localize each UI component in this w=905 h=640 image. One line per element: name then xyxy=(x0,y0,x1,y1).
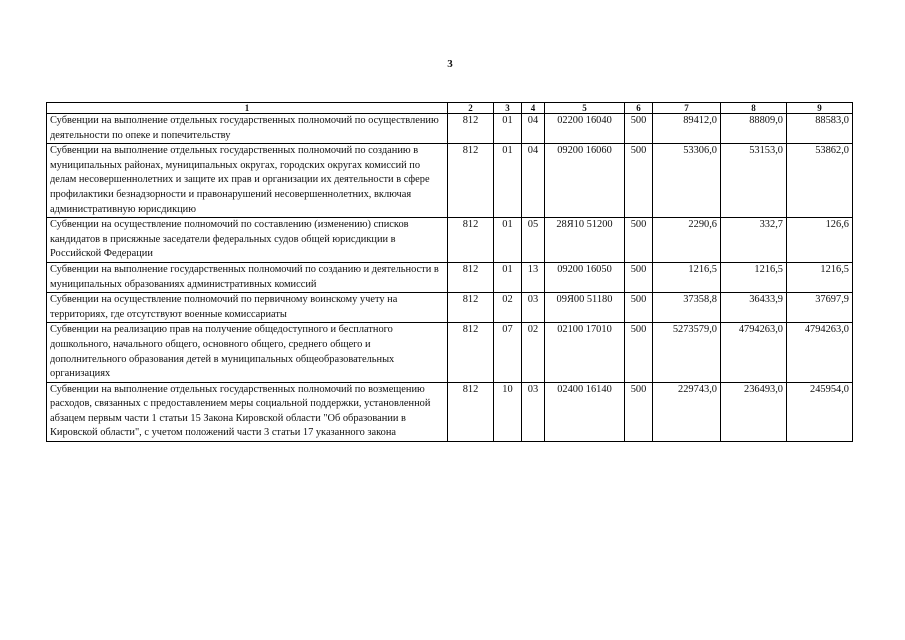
amount-col-7: 2290,6 xyxy=(653,218,721,263)
amount-col-9: 88583,0 xyxy=(787,114,853,144)
amount-col-8: 4794263,0 xyxy=(721,323,787,382)
expense-type-code: 500 xyxy=(625,144,653,218)
column-header: 2 xyxy=(448,103,494,114)
table-row xyxy=(47,382,853,441)
subvention-name: Субвенции на выполнение отдельных государственных полномочий по созданию в муниципальных районах, муниципальных округах, городских округах комиссий по делам несовершеннолетних и защите их прав и организации их деятельности в сфере профилактики безнадзорности и правонарушений несовершеннолетних, включая административную юрисдикцию xyxy=(47,144,448,218)
header-row xyxy=(47,103,853,114)
table-row xyxy=(47,144,853,218)
column-header: 7 xyxy=(653,103,721,114)
ministry-code: 812 xyxy=(448,144,494,218)
ministry-code: 812 xyxy=(448,382,494,441)
ministry-code: 812 xyxy=(448,293,494,323)
amount-col-8: 332,7 xyxy=(721,218,787,263)
section-code: 07 xyxy=(494,323,522,382)
subsection-code: 04 xyxy=(522,144,545,218)
target-article-code: 02400 16140 xyxy=(545,382,625,441)
amount-col-7: 5273579,0 xyxy=(653,323,721,382)
amount-col-7: 229743,0 xyxy=(653,382,721,441)
subsection-code: 03 xyxy=(522,382,545,441)
ministry-code: 812 xyxy=(448,323,494,382)
target-article-code: 09200 16050 xyxy=(545,262,625,292)
expense-type-code: 500 xyxy=(625,114,653,144)
subvention-name: Субвенции на выполнение государственных полномочий по созданию и деятельности в муниципальных образованиях административных комиссий xyxy=(47,262,448,292)
table-row xyxy=(47,323,853,382)
section-code: 01 xyxy=(494,218,522,263)
subsection-code: 05 xyxy=(522,218,545,263)
ministry-code: 812 xyxy=(448,114,494,144)
expense-type-code: 500 xyxy=(625,262,653,292)
subvention-name: Субвенции на выполнение отдельных государственных полномочий по возмещению расходов, связанных с предоставлением меры социальной поддержки, установленной абзацем первым части 1 статьи 15 Закона Кировской области "Об образовании в Кировской области", с учетом положений части 3 статьи 17 указанного закона xyxy=(47,382,448,441)
target-article-code: 09200 16060 xyxy=(545,144,625,218)
target-article-code: 02100 17010 xyxy=(545,323,625,382)
amount-col-8: 88809,0 xyxy=(721,114,787,144)
target-article-code: 02200 16040 xyxy=(545,114,625,144)
table-row xyxy=(47,293,853,323)
ministry-code: 812 xyxy=(448,218,494,263)
column-header: 6 xyxy=(625,103,653,114)
subvention-name: Субвенции на реализацию прав на получение общедоступного и бесплатного дошкольного, начального общего, основного общего, среднего общего и дополнительного образования детей в муниципальных общеобразовательных организациях xyxy=(47,323,448,382)
amount-col-7: 89412,0 xyxy=(653,114,721,144)
target-article-code: 28Я10 51200 xyxy=(545,218,625,263)
subvention-name: Субвенции на осуществление полномочий по составлению (изменению) списков кандидатов в присяжные заседатели федеральных судов общей юрисдикции в Российской Федерации xyxy=(47,218,448,263)
page-number: 3 xyxy=(447,58,453,70)
subventions-table xyxy=(46,102,853,442)
amount-col-8: 236493,0 xyxy=(721,382,787,441)
column-header: 3 xyxy=(494,103,522,114)
section-code: 01 xyxy=(494,262,522,292)
section-code: 01 xyxy=(494,144,522,218)
column-header: 9 xyxy=(787,103,853,114)
subsection-code: 04 xyxy=(522,114,545,144)
amount-col-7: 1216,5 xyxy=(653,262,721,292)
section-code: 02 xyxy=(494,293,522,323)
subsection-code: 03 xyxy=(522,293,545,323)
target-article-code: 09Я00 51180 xyxy=(545,293,625,323)
table-row xyxy=(47,262,853,292)
amount-col-9: 53862,0 xyxy=(787,144,853,218)
subvention-name: Субвенции на осуществление полномочий по первичному воинскому учету на территориях, где отсутствуют военные комиссариаты xyxy=(47,293,448,323)
subvention-name: Субвенции на выполнение отдельных государственных полномочий по осуществлению деятельности по опеке и попечительству xyxy=(47,114,448,144)
amount-col-9: 245954,0 xyxy=(787,382,853,441)
section-code: 01 xyxy=(494,114,522,144)
subsection-code: 13 xyxy=(522,262,545,292)
amount-col-8: 36433,9 xyxy=(721,293,787,323)
expense-type-code: 500 xyxy=(625,323,653,382)
expense-type-code: 500 xyxy=(625,382,653,441)
column-header: 4 xyxy=(522,103,545,114)
column-header: 8 xyxy=(721,103,787,114)
amount-col-9: 37697,9 xyxy=(787,293,853,323)
table-row xyxy=(47,218,853,263)
section-code: 10 xyxy=(494,382,522,441)
column-header: 5 xyxy=(545,103,625,114)
amount-col-8: 53153,0 xyxy=(721,144,787,218)
amount-col-7: 53306,0 xyxy=(653,144,721,218)
expense-type-code: 500 xyxy=(625,293,653,323)
amount-col-8: 1216,5 xyxy=(721,262,787,292)
amount-col-9: 126,6 xyxy=(787,218,853,263)
amount-col-7: 37358,8 xyxy=(653,293,721,323)
column-header: 1 xyxy=(47,103,448,114)
expense-type-code: 500 xyxy=(625,218,653,263)
amount-col-9: 1216,5 xyxy=(787,262,853,292)
amount-col-9: 4794263,0 xyxy=(787,323,853,382)
ministry-code: 812 xyxy=(448,262,494,292)
table-row xyxy=(47,114,853,144)
subsection-code: 02 xyxy=(522,323,545,382)
